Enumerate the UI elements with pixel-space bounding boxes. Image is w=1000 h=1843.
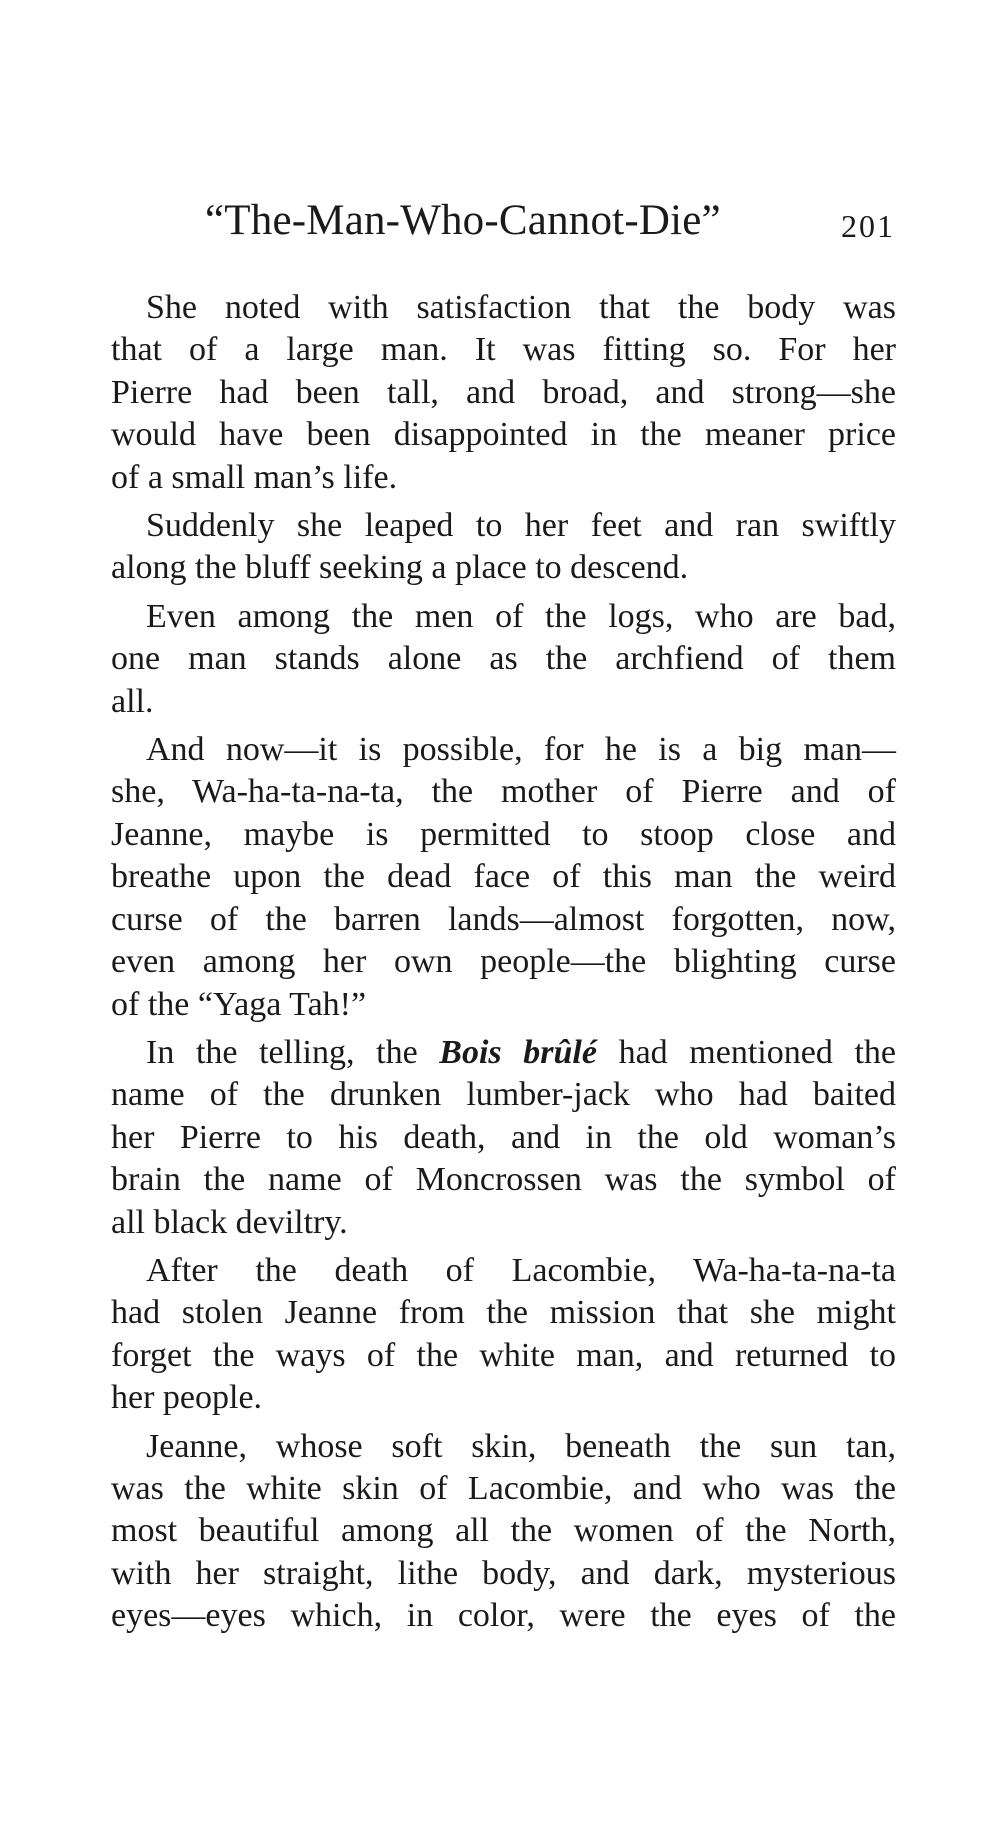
text-line: She noted with satisfaction that the body was [146, 289, 896, 326]
text-line: After the death of Lacombie, Wa-ha-ta-na-ta [146, 1251, 896, 1289]
text-line: would have been disappointed in the meaner price [111, 416, 896, 454]
running-head [205, 196, 895, 256]
text-line: one man stands alone as the archfiend of them [111, 640, 896, 678]
text-line: brain the name of Moncrossen was the symbol of [111, 1161, 896, 1199]
text-line: of a small man’s life. [111, 458, 398, 496]
page-number: 201 [841, 208, 895, 244]
text-line: curse of the barren lands—almost forgotten, now, [111, 900, 896, 938]
paragraph-4 [111, 729, 896, 1026]
text-line: Jeanne, whose soft skin, beneath the sun tan, [146, 1427, 896, 1465]
paragraph-7 [111, 1426, 896, 1638]
text-line: Jeanne, maybe is permitted to stoop close and [111, 815, 896, 853]
text-run: In the telling, the [146, 1033, 440, 1071]
text-line: even among her own people—the blighting curse [111, 943, 896, 981]
text-line: of the “Yaga Tah!” [111, 985, 367, 1023]
text-line: she, Wa-ha-ta-na-ta, the mother of Pierre and of [111, 773, 896, 811]
text-line: that of a large man. It was fitting so. For her [111, 331, 896, 369]
paragraph-3 [111, 596, 896, 723]
text-line: her people. [111, 1379, 263, 1417]
text-line: with her straight, lithe body, and dark, mysterious [111, 1554, 896, 1592]
text-line: along the bluff seeking a place to descend. [111, 549, 689, 587]
text-line: most beautiful among all the women of the North, [111, 1512, 896, 1550]
text-line: was the white skin of Lacombie, and who was the [111, 1469, 896, 1507]
body-text [111, 287, 896, 1644]
italic-phrase: Bois brûlé [439, 1033, 597, 1071]
text-line: all black deviltry. [111, 1203, 348, 1241]
paragraph-5 [111, 1032, 896, 1244]
text-line: name of the drunken lumber-jack who had baited [111, 1076, 896, 1114]
text-run: had mentioned the [596, 1033, 896, 1071]
text-line: Even among the men of the logs, who are bad, [146, 597, 896, 635]
text-line: all. [111, 682, 154, 720]
text-line: breathe upon the dead face of this man the weird [111, 858, 896, 896]
text-line: Pierre had been tall, and broad, and strong—she [111, 373, 896, 411]
text-line: had stolen Jeanne from the mission that she might [111, 1294, 896, 1332]
text-line: Suddenly she leaped to her feet and ran swiftly [146, 507, 896, 545]
text-line: forget the ways of the white man, and returned to [111, 1336, 896, 1374]
paragraph-2 [111, 505, 896, 590]
text-line: her Pierre to his death, and in the old woman’s [111, 1118, 896, 1156]
chapter-title: “The-Man-Who-Cannot-Die” [205, 197, 721, 244]
paragraph-1 [111, 287, 896, 499]
text-line-with-italic [111, 1032, 896, 1074]
paragraph-6 [111, 1250, 896, 1420]
text-line: And now—it is possible, for he is a big man— [146, 731, 896, 769]
text-line: eyes—eyes which, in color, were the eyes of the [111, 1597, 896, 1635]
